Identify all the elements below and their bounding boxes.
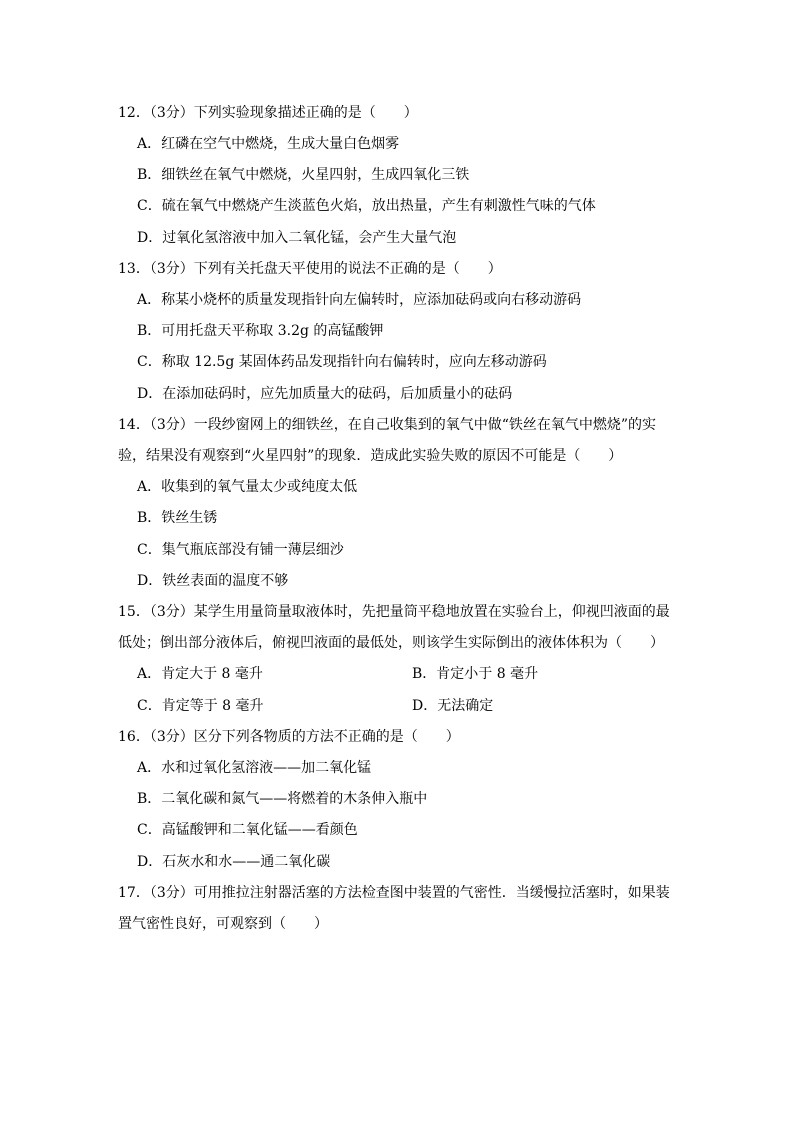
question-16-option-c[interactable]: C．高锰酸钾和二氧化锰——看颜色 [137,822,358,838]
question-16-option-d[interactable]: D．石灰水和水——通二氧化碳 [137,854,331,870]
question-13-option-d[interactable]: D．在添加砝码时，应先加质量大的砝码，后加质量小的砝码 [137,386,513,402]
question-12-option-a[interactable]: A．红磷在空气中燃烧，生成大量白色烟雾 [137,136,400,152]
question-14-option-d[interactable]: D．铁丝表面的温度不够 [137,573,289,589]
question-17-stem-continued: 置气密性良好，可观察到（ ） [118,916,328,932]
question-13-stem: 13．（3分）下列有关托盘天平使用的说法不正确的是（ ） [118,261,502,277]
question-14-option-c[interactable]: C．集气瓶底部没有铺一薄层细沙 [137,542,344,558]
question-13-option-c[interactable]: C．称取 12.5g 某固体药品发现指针向右偏转时，应向左移动游码 [137,354,547,370]
question-14-option-a[interactable]: A．收集到的氧气量太少或纯度太低 [137,479,358,495]
question-16-option-a[interactable]: A．水和过氧化氢溶液——加二氧化锰 [137,760,372,776]
question-12-option-c[interactable]: C．硫在氧气中燃烧产生淡蓝色火焰，放出热量，产生有刺激性气味的气体 [137,198,596,214]
question-13-option-a[interactable]: A．称某小烧杯的质量发现指针向左偏转时，应添加砝码或向右移动游码 [137,292,582,308]
question-13-option-b[interactable]: B．可用托盘天平称取 3.2g 的高锰酸钾 [137,323,384,339]
question-17-stem: 17．（3分）可用推拉注射器活塞的方法检查图中装置的气密性．当缓慢拉活塞时，如果装 [118,885,670,901]
question-14-stem-continued: 验，结果没有观察到“火星四射”的现象．造成此实验失败的原因不可能是（ ） [118,448,623,464]
question-12-stem: 12．（3分）下列实验现象描述正确的是（ ） [118,105,418,121]
question-15-option-b[interactable]: B．肯定小于 8 毫升 [412,666,539,682]
question-12-option-b[interactable]: B．细铁丝在氧气中燃烧，火星四射，生成四氧化三铁 [137,167,470,183]
question-15-option-d[interactable]: D．无法确定 [412,698,494,714]
question-14-option-b[interactable]: B．铁丝生锈 [137,510,218,526]
question-15-stem-continued: 低处；倒出部分液体后，俯视凹液面的最低处，则该学生实际倒出的液体体积为（ ） [118,635,664,651]
question-16-stem: 16．（3分）区分下列各物质的方法不正确的是（ ） [118,729,460,745]
question-15-option-c[interactable]: C．肯定等于 8 毫升 [137,698,264,714]
question-15-option-a[interactable]: A．肯定大于 8 毫升 [137,666,263,682]
question-16-option-b[interactable]: B．二氧化碳和氮气——将燃着的木条伸入瓶中 [137,791,428,807]
question-15-stem: 15．（3分）某学生用量筒量取液体时，先把量筒平稳地放置在实验台上，仰视凹液面的最 [118,604,670,620]
question-12-option-d[interactable]: D．过氧化氢溶液中加入二氧化锰，会产生大量气泡 [137,230,457,246]
question-14-stem: 14．（3分）一段纱窗网上的细铁丝，在自己收集到的氧气中做“铁丝在氧气中燃烧”的实 [118,417,657,433]
